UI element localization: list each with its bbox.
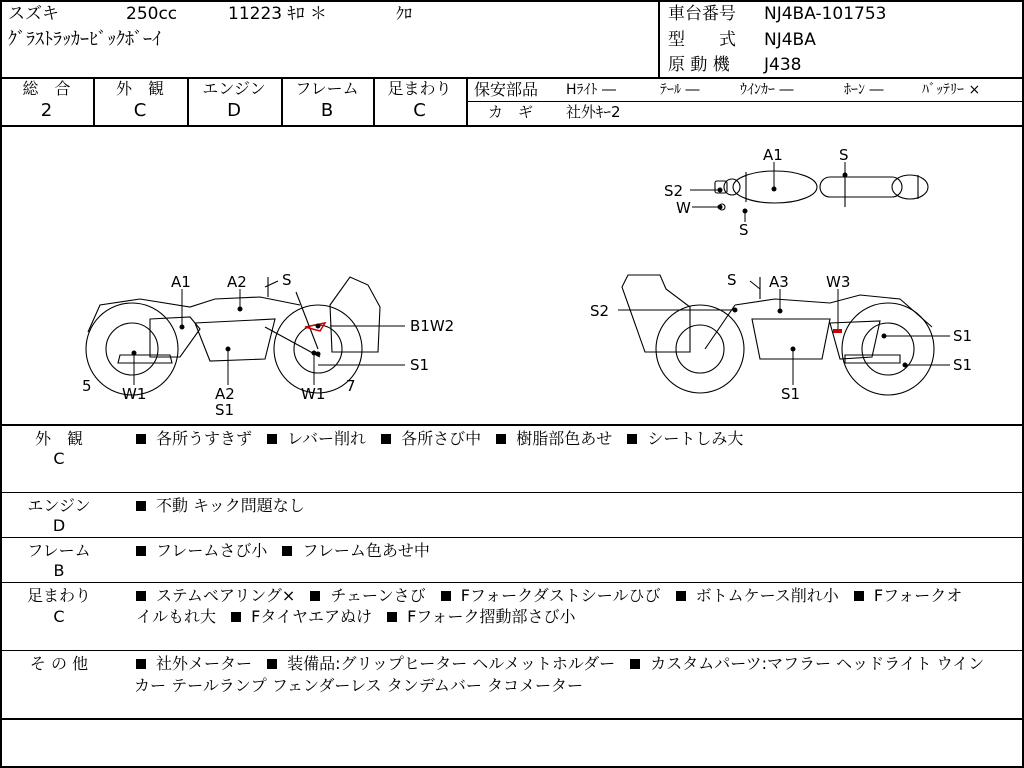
- overall-label: 総 合: [22, 79, 71, 98]
- type-value: NJ4BA: [764, 30, 816, 50]
- frame-grade-label: フレーム: [295, 79, 359, 98]
- section-text: 不動 キック問題なし: [136, 495, 1006, 517]
- label-top-s-bottom: S: [739, 221, 749, 239]
- displacement: 250cc: [126, 4, 178, 24]
- label-top-w: W: [676, 199, 691, 217]
- frame-grade: B: [320, 100, 334, 121]
- section-suspension: [0, 584, 1024, 648]
- safety-headlight: Hﾗｲﾄ ―: [566, 82, 616, 98]
- section-bottom-line: [0, 718, 1024, 720]
- safety-tail: ﾃｰﾙ ―: [660, 82, 700, 98]
- bike-top-view: [715, 171, 928, 210]
- safety-winker: ｳｲﾝｶｰ ―: [740, 82, 794, 98]
- key-label: カ ギ: [488, 103, 534, 121]
- label-left-s1-bottom: S1: [215, 401, 235, 419]
- label-left-w1-right: W1: [301, 385, 326, 403]
- damage-mark-w3: [833, 329, 842, 333]
- exterior-grade: C: [133, 100, 147, 121]
- suspension-grade: C: [413, 100, 426, 121]
- safety-battery: ﾊﾞｯﾃﾘｰ ×: [922, 82, 981, 98]
- section-other: [0, 652, 1024, 718]
- engine-grade-label: エンジン: [202, 79, 266, 98]
- section-divider: [0, 582, 1024, 583]
- section-label: そ の 他: [29, 654, 89, 673]
- section-text-line2: カー テールランプ フェンダーレス タンデムバー タコメーター: [134, 676, 583, 695]
- section-label: エンジン: [27, 496, 91, 515]
- section-exterior: [0, 426, 1024, 492]
- model-name: ｸﾞﾗｽﾄﾗｯｶｰﾋﾞｯｸﾎﾞｰｲ: [8, 29, 161, 50]
- label-left-w1: W1: [122, 385, 147, 403]
- frame-no-label: 車台番号: [668, 4, 736, 24]
- engine-value: J438: [764, 55, 802, 75]
- section-text-line2: イルもれ大 Fタイヤエアぬけ Fフォーク摺動部さび小: [136, 607, 576, 626]
- damage-diagram: [0, 127, 1024, 424]
- label-right-w3: W3: [826, 273, 851, 291]
- label-left-5: 5: [82, 377, 92, 395]
- safety-label: 保安部品: [474, 80, 539, 99]
- label-top-a1: A1: [763, 146, 783, 164]
- safety-inner-line: [466, 101, 1024, 102]
- section-engine: [0, 494, 1024, 538]
- safety-horn: ﾎｰﾝ ―: [844, 82, 884, 98]
- section-grade: C: [53, 449, 65, 468]
- overall-grade: 2: [40, 100, 53, 121]
- section-grade: D: [52, 516, 66, 535]
- section-frame: [0, 539, 1024, 583]
- section-divider: [0, 650, 1024, 651]
- bike-left-view: [86, 277, 380, 395]
- key-value: 社外ｷｰ2: [566, 103, 621, 121]
- section-text: 社外メーター 装備品:グリップヒーター ヘルメットホルダー カスタムパーツ:マフラー ヘッドライト ウイン: [136, 653, 1006, 675]
- suspension-grade-label: 足まわり: [387, 79, 452, 98]
- section-label: 足まわり: [26, 586, 91, 605]
- header-divider: [658, 0, 660, 78]
- section-text: 各所うすきず レバー削れ 各所さび中 樹脂部色あせ シートしみ大: [136, 428, 1006, 450]
- label-top-s: S: [839, 146, 849, 164]
- type-label: 型 式: [668, 30, 736, 50]
- label-left-s: S: [282, 271, 292, 289]
- label-right-s2: S2: [590, 302, 610, 320]
- label-left-a1: A1: [171, 273, 191, 291]
- section-label: フレーム: [27, 541, 91, 560]
- label-left-7: 7: [346, 377, 356, 395]
- label-left-a2-bottom: A2: [215, 385, 235, 403]
- exterior-label: 外 観: [115, 79, 164, 98]
- section-grade: C: [53, 607, 65, 626]
- color: ｸﾛ: [396, 4, 413, 23]
- label-top-s2: S2: [664, 182, 684, 200]
- section-text: フレームさび小 フレーム色あせ中: [136, 540, 1006, 562]
- frame-no: NJ4BA-101753: [764, 4, 887, 24]
- label-left-a2: A2: [227, 273, 247, 291]
- label-right-s: S: [727, 271, 737, 289]
- engine-label: 原 動 機: [668, 55, 730, 75]
- label-right-s1-bottom: S1: [781, 385, 801, 403]
- section-text: ステムベアリング× チェーンさび Fフォークダストシールひび ボトムケース削れ小 Fフォークオ: [136, 585, 1006, 607]
- maker: スズキ: [8, 4, 59, 24]
- label-right-a3: A3: [769, 273, 789, 291]
- label-left-b1w2: B1W2: [410, 317, 455, 335]
- label-left-s1: S1: [410, 356, 430, 374]
- section-label: 外 観: [34, 429, 83, 448]
- bike-right-view: [622, 275, 934, 395]
- label-right-s1-a: S1: [953, 327, 973, 345]
- mileage: 11223 ｷﾛ ＊: [228, 4, 327, 24]
- section-divider: [0, 492, 1024, 493]
- section-divider: [0, 537, 1024, 538]
- label-right-s1-b: S1: [953, 356, 973, 374]
- engine-grade: D: [227, 100, 241, 121]
- section-grade: B: [53, 561, 65, 580]
